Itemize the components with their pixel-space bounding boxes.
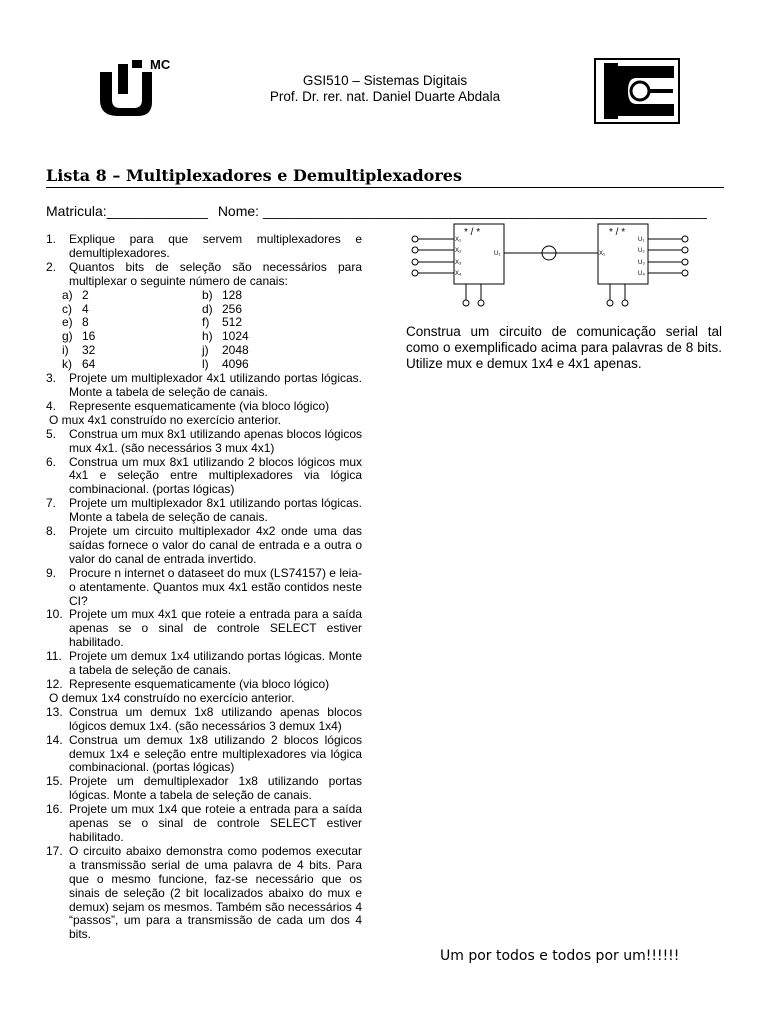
options-grid: [46, 289, 362, 372]
question-number: 6.: [46, 454, 57, 469]
question-number: 14.: [46, 732, 63, 747]
question-text: Projete um multiplexador 8x1 utilizando portas lógicas. Monte a tabela de seleção de canais.: [69, 496, 362, 525]
question-text: Projete um demultiplexador 1x8 utilizando portas lógicas. Monte a tabela de seleção de canais.: [69, 774, 362, 803]
question-number: 10.: [46, 607, 63, 622]
question-number: 16.: [46, 802, 63, 817]
question-text: a): [62, 287, 73, 302]
question-number: 1.: [46, 232, 57, 246]
logo-text: MC: [150, 57, 171, 72]
question-text: d): [202, 301, 213, 316]
question-number: 9.: [46, 565, 57, 580]
question-continuation: O demux 1x4 construído no exercício anterior.: [49, 690, 295, 705]
question-text: 512: [222, 315, 243, 330]
nome-label: Nome:: [217, 203, 260, 219]
matricula-label: Matricula:: [46, 203, 107, 219]
svg-text:U₂: U₂: [638, 248, 645, 254]
svg-text:X₁: X₁: [599, 251, 606, 257]
course-name: GSI510 – Sistemas Digitais: [302, 73, 468, 88]
question-number: 15.: [46, 774, 63, 789]
svg-text:U₁: U₁: [638, 237, 645, 243]
question-number: 5.: [46, 426, 57, 441]
question-item: [46, 678, 362, 692]
question-item: [46, 400, 362, 414]
svg-text:X₃: X₃: [455, 260, 462, 266]
question-text: e): [62, 315, 73, 330]
svg-text:X₄: X₄: [455, 271, 462, 277]
question-item: [46, 525, 362, 567]
question-item: [46, 608, 362, 650]
question-text: b): [202, 287, 213, 302]
faculty-logo: [594, 58, 680, 124]
question-item: [46, 233, 362, 261]
question-number: 11.: [46, 649, 62, 664]
question-text: 32: [82, 343, 96, 358]
question-item: [46, 456, 362, 498]
question-list: [46, 233, 362, 942]
question-item: [46, 428, 362, 456]
svg-text:X₂: X₂: [455, 248, 462, 254]
question-text: 1024: [222, 329, 249, 344]
question-number: 8.: [46, 524, 57, 539]
header: [220, 73, 550, 105]
question-continuation: O mux 4x1 construído no exercício anterior.: [49, 412, 282, 427]
question-item: [46, 497, 362, 525]
question-item: [46, 803, 362, 845]
title-rule: [46, 187, 724, 188]
demux-label: * / *: [609, 227, 626, 238]
nome-field[interactable]: _________________________________________________________: [262, 203, 707, 219]
question-item: [46, 650, 362, 678]
question-text: g): [62, 329, 73, 344]
question-number: 2.: [46, 259, 57, 274]
page-title: Lista 8 – Multiplexadores e Demultiplexadores: [46, 166, 462, 185]
question-text: Quantos bits de seleção são necessários para multiplexar o seguinte número de canais:: [69, 259, 362, 288]
question-text: Projete um mux 4x1 que roteie a entrada para a saída apenas se o sinal de controle SELECT estiver habilitado.: [69, 607, 362, 650]
question-text: Projete um demux 1x4 utilizando portas lógicas. Monte a tabela de seleção de canais.: [69, 649, 362, 678]
question-text: j): [202, 343, 209, 358]
svg-text:U₄: U₄: [638, 271, 645, 277]
question-item: [46, 734, 362, 776]
question-text: Procure n internet o dataseet do mux (LS74157) e leia-o atentamente. Quantos mux 4x1 estão contidos neste CI?: [69, 565, 362, 608]
question-number: 7.: [46, 496, 57, 511]
question-text: Projete um mux 1x4 que roteie a entrada para a saída apenas se o sinal de controle SELECT estiver habilitado.: [69, 802, 362, 844]
question-text: 8: [82, 315, 89, 330]
question-item: [46, 706, 362, 734]
question-text: Represente esquematicamente (via bloco lógico): [69, 677, 330, 691]
question-text: c): [62, 301, 72, 316]
question-text: Explique para que servem multiplexadores e demultiplexadores.: [69, 232, 362, 260]
question-text: Projete um multiplexador 4x1 utilizando portas lógicas. Monte a tabela de seleção de canais.: [69, 371, 362, 399]
question-text: i): [62, 343, 69, 358]
question-item: [46, 567, 362, 609]
question-text: Construa um mux 8x1 utilizando 2 blocos lógicos mux 4x1 e seleção entre multiplexadores via lógica combinacional. (portas lógicas): [69, 454, 362, 497]
matricula-field[interactable]: _____________: [106, 203, 208, 219]
circuit-diagram: [406, 220, 706, 310]
professor-name: Prof. Dr. rer. nat. Daniel Duarte Abdala: [269, 89, 501, 104]
svg-text:U₁: U₁: [494, 251, 501, 257]
question-item: [46, 261, 362, 289]
question-item: [46, 845, 362, 942]
question-text: O circuito abaixo demonstra como podemos executar a transmissão serial de uma palavra de 4 bits. Para que o mesmo funcione, faz-se necessário que os sinais de seleção (2 bit localizados abaixo do mux e demux) sejam os mesmos. Também são necessários 4 “passos”, um para a transmissão de cada um dos 4 bits.: [69, 843, 362, 942]
question-text: 2048: [222, 343, 249, 358]
question-text: Represente esquematicamente (via bloco lógico): [69, 398, 330, 413]
svg-text:U₃: U₃: [638, 260, 645, 266]
question-text: 16: [82, 329, 96, 344]
question-text: Projete um circuito multiplexador 4x2 onde uma das saídas fornece o valor do canal de entrada e a outra o valor do canal de entrada invertido.: [69, 524, 362, 566]
svg-text:X₁: X₁: [455, 237, 462, 243]
question-item: [46, 372, 362, 400]
question-number: 4.: [46, 398, 57, 413]
question-text: 4096: [222, 357, 249, 372]
question-text: 128: [222, 287, 243, 302]
question-text: 256: [222, 301, 243, 316]
question-text: 64: [82, 357, 96, 372]
question-text: h): [202, 329, 213, 344]
question-text: k): [62, 357, 72, 372]
motto: Um por todos e todos por um!!!!!!: [440, 948, 680, 964]
mux-label: * / *: [464, 227, 481, 238]
serial-exercise-text: Construa um circuito de comunicação serial tal como o exemplificado acima para palavras de 8 bits. Utilize mux e demux 1x4 e 4x1 apenas.: [406, 324, 722, 371]
question-text: Construa um demux 1x8 utilizando apenas blocos lógicos demux 1x4. (são necessários 3 demux 1x4): [69, 704, 362, 733]
question-text: Construa um demux 1x8 utilizando 2 blocos lógicos demux 1x4 e seleção entre multiplexadores via lógica combinacional. (portas lógicas): [69, 732, 362, 775]
question-number: 12.: [46, 677, 63, 691]
student-fields: [46, 203, 726, 219]
question-number: 3.: [46, 371, 57, 386]
question-text: 2: [82, 287, 89, 302]
question-text: l): [202, 357, 209, 372]
question-text: 4: [82, 301, 89, 316]
question-item: [46, 775, 362, 803]
question-text: f): [202, 315, 210, 330]
question-number: 17.: [46, 843, 63, 858]
question-text: Construa um mux 8x1 utilizando apenas blocos lógicos mux 4x1. (são necessários 3 mux 4x1): [69, 426, 362, 455]
question-number: 13.: [46, 704, 63, 719]
